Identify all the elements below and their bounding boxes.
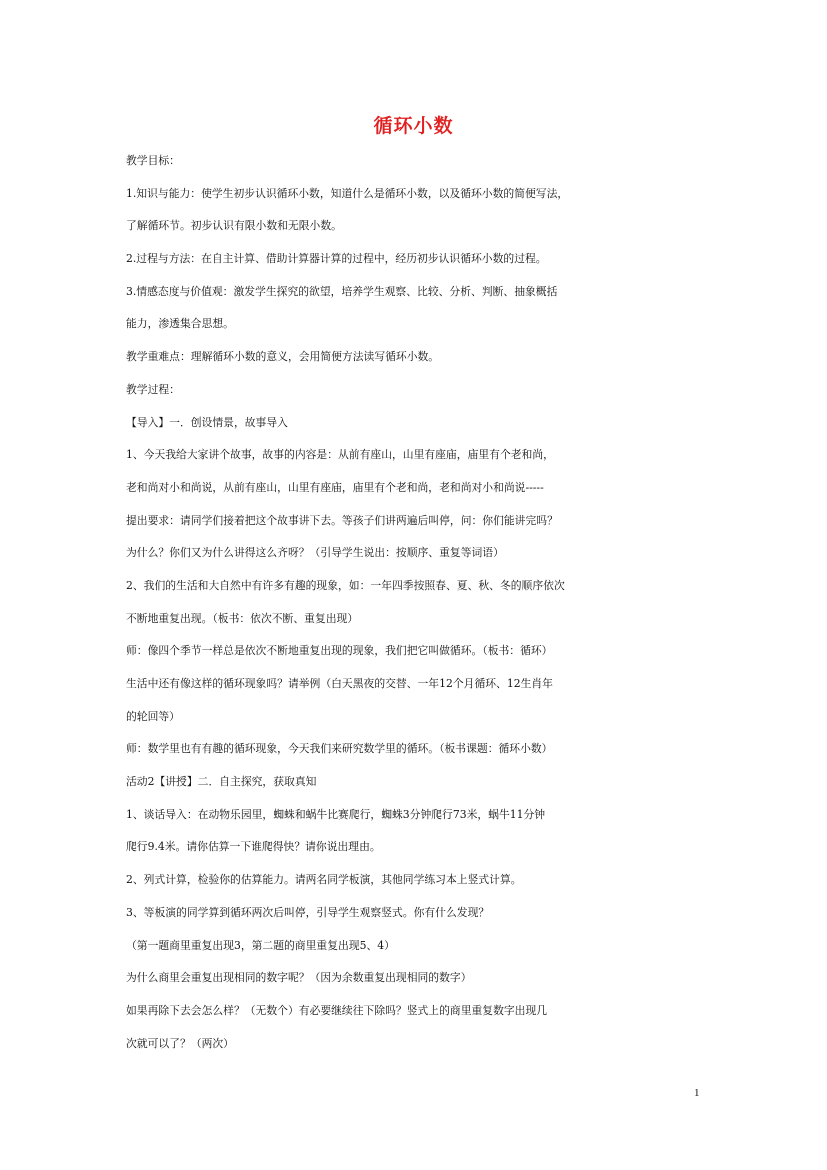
text-line: 的轮回等） — [126, 709, 180, 723]
page-number: 1 — [694, 1087, 700, 1099]
text-line: 了解循环节。初步认识有限小数和无限小数。 — [126, 219, 342, 233]
text-line: 教学过程： — [126, 382, 180, 396]
document-body — [126, 150, 706, 1065]
text-line: 1.知识与能力：使学生初步认识循环小数，知道什么是循环小数，以及循环小数的简便写法， — [126, 186, 569, 200]
text-line: 教学重难点：理解循环小数的意义，会用简便方法读写循环小数。 — [126, 350, 440, 364]
text-line: 不断地重复出现。（板书：依次不断、重复出现） — [126, 611, 359, 625]
text-line: 【导入】一．创设情景，故事导入 — [126, 415, 288, 429]
text-line: 能力，渗透集合思想。 — [126, 317, 234, 331]
text-line: 1、谈话导入：在动物乐园里，蜘蛛和蜗牛比赛爬行，蜘蛛3分钟爬行73米，蜗牛11分钟 — [126, 807, 546, 821]
text-line: 3、等板演的同学算到循环两次后叫停，引导学生观察竖式。你有什么发现？ — [126, 905, 490, 919]
text-line: 2.过程与方法：在自主计算、借助计算器计算的过程中，经历初步认识循环小数的过程。 — [126, 252, 547, 266]
text-line: 为什么商里会重复出现相同的数字呢？（因为余数重复出现相同的数字） — [126, 971, 472, 985]
text-line: （第一题商里重复出现3，第二题的商里重复出现5、4） — [126, 938, 395, 952]
text-line: 2、我们的生活和大自然中有许多有趣的现象，如：一年四季按照春、夏、秋、冬的顺序依次 — [126, 578, 565, 592]
text-line: 生活中还有像这样的循环现象吗？请举例（白天黑夜的交替、一年12个月循环、12生肖年 — [126, 677, 553, 690]
text-line: 1、今天我给大家讲个故事，故事的内容是：从前有座山，山里有座庙，庙里有个老和尚， — [126, 448, 554, 462]
text-line: 老和尚对小和尚说，从前有座山，山里有座庙，庙里有个老和尚，老和尚对小和尚说----- — [126, 480, 544, 494]
text-line: 师：数学里也有有趣的循环现象，今天我们来研究数学里的循环。（板书课题：循环小数） — [126, 742, 553, 756]
text-line: 爬行9.4米。请你估算一下谁爬得快？请你说出理由。 — [126, 840, 381, 854]
text-line: 为什么？你们又为什么讲得这么齐呀？（引导学生说出：按顺序、重复等词语） — [126, 546, 504, 560]
text-line: 3.情感态度与价值观：激发学生探究的欲望，培养学生观察、比较、分析、判断、抽象概括 — [126, 284, 558, 298]
text-line: 如果再除下去会怎么样？（无数个）有必要继续往下除吗？竖式上的商里重复数字出现几 — [126, 1003, 548, 1017]
text-line: 活动2【讲授】二．自主探究，获取真知 — [126, 775, 317, 789]
document-title: 循环小数 — [373, 115, 454, 137]
text-line: 2、列式计算，检验你的估算能力。请两名同学板演，其他同学练习本上竖式计算。 — [126, 873, 522, 887]
text-line: 次就可以了？（两次） — [126, 1036, 234, 1050]
text-line: 提出要求：请同学们接着把这个故事讲下去。等孩子们讲两遍后叫停，问：你们能讲完吗？ — [126, 513, 558, 527]
text-line: 教学目标： — [126, 154, 180, 167]
text-line: 师：像四个季节一样总是依次不断地重复出现的现象，我们把它叫做循环。（板书：循环） — [126, 644, 553, 658]
